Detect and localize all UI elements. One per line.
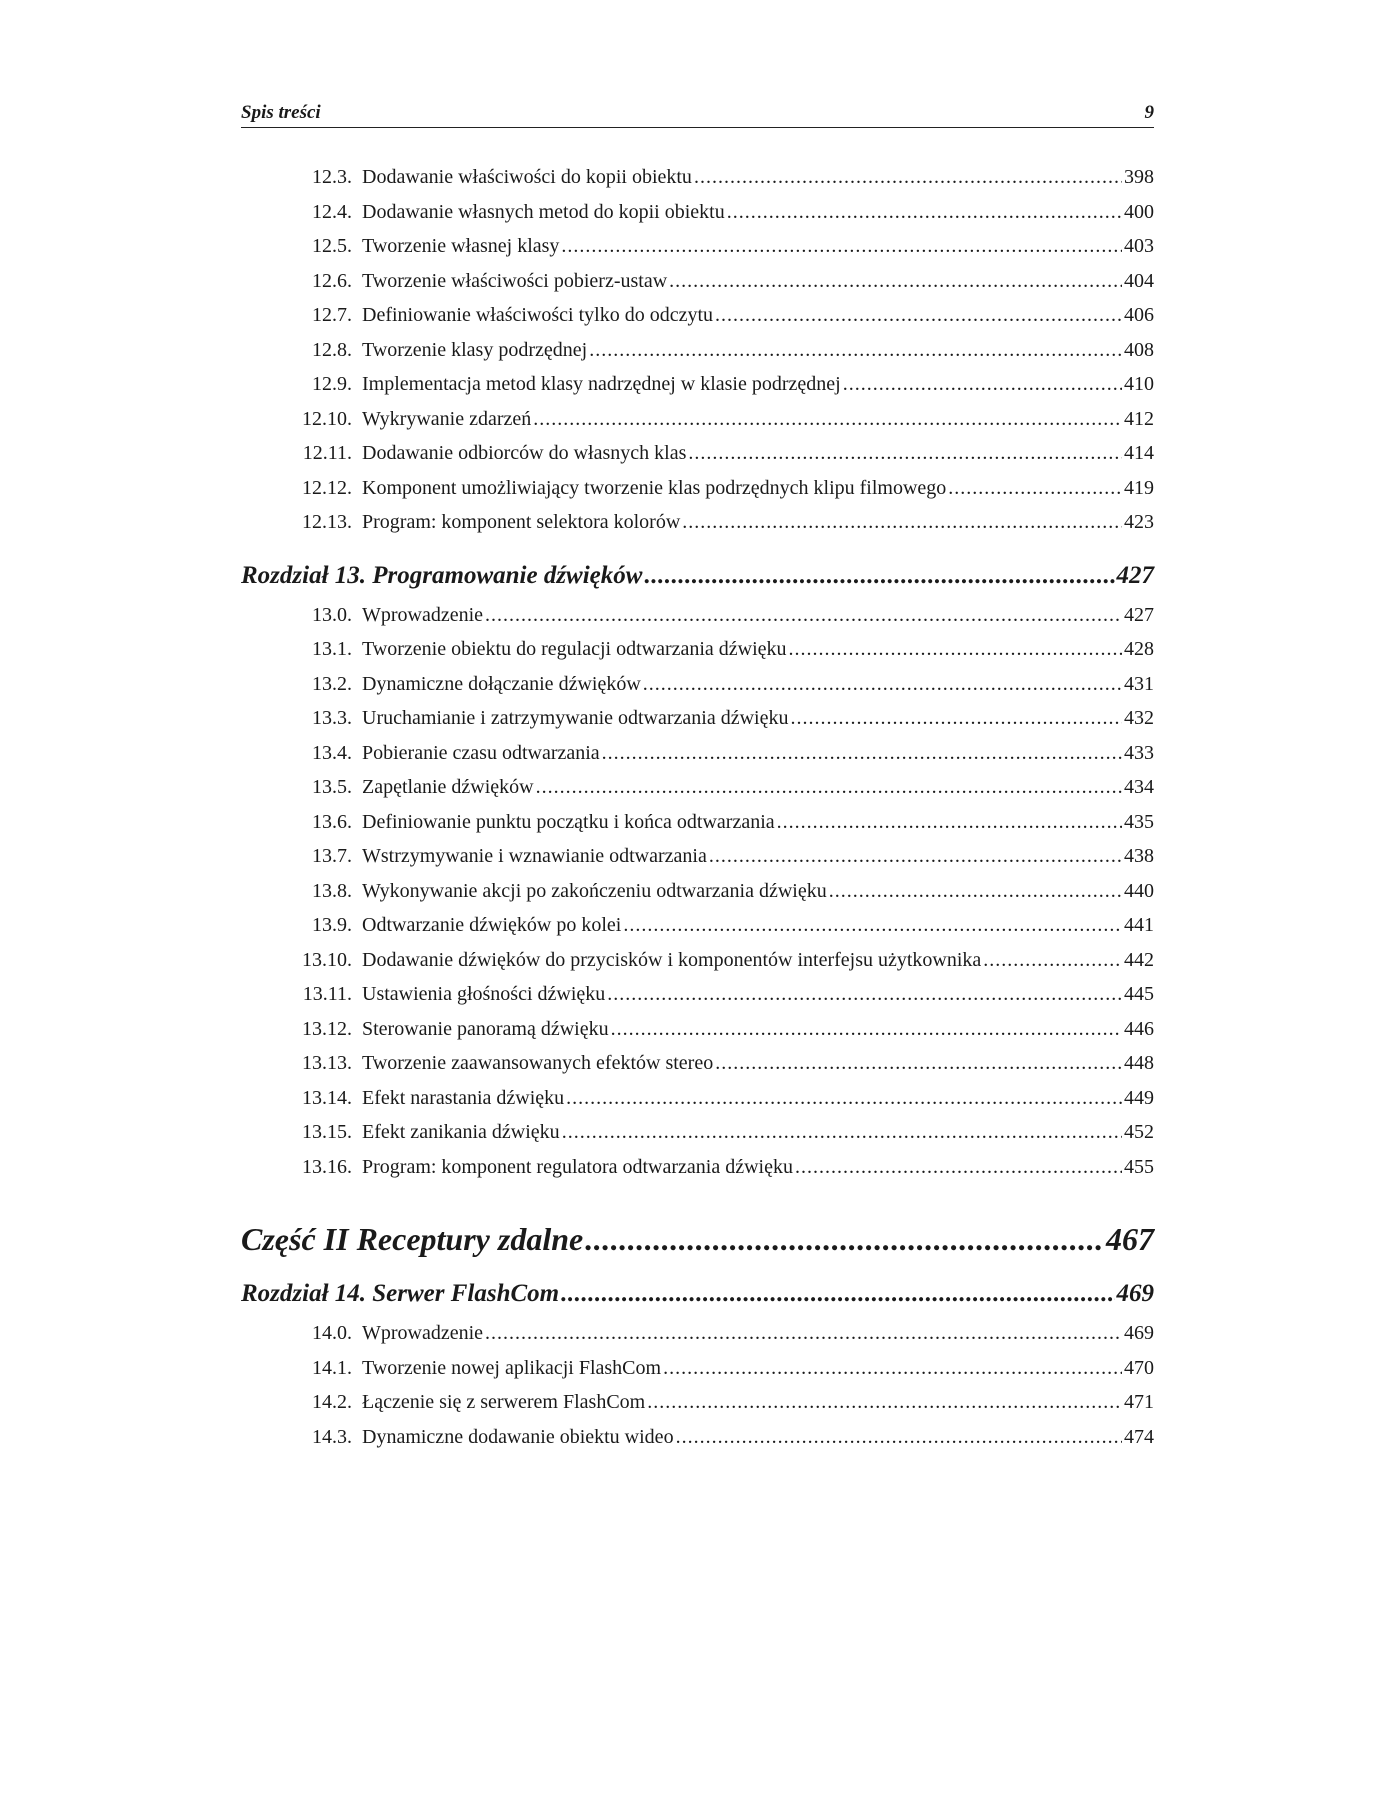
entry-title: Łączenie się z serwerem FlashCom xyxy=(362,1391,646,1413)
entry-number: 12.6. xyxy=(312,269,352,292)
toc-entry xyxy=(241,736,1154,771)
chapter-page-number: 469 xyxy=(1116,1280,1154,1307)
entry-title: Tworzenie właściwości pobierz-ustaw xyxy=(362,269,668,292)
toc-entry xyxy=(241,1115,1154,1150)
table-of-contents xyxy=(241,160,1154,1454)
toc-entry xyxy=(241,505,1154,540)
entry-page-number: 446 xyxy=(1124,1017,1154,1040)
dot-leader xyxy=(682,505,1122,540)
dot-leader xyxy=(644,554,1114,598)
entry-page-number: 403 xyxy=(1124,235,1154,257)
toc-entry xyxy=(241,298,1154,333)
entry-title: Program: komponent selektora kolorów xyxy=(362,511,681,533)
entry-title: Wykonywanie akcji po zakończeniu odtwarzania dźwięku xyxy=(362,879,827,902)
entry-page-number: 474 xyxy=(1124,1425,1154,1448)
entry-title: Dodawanie własnych metod do kopii obiektu xyxy=(362,200,725,223)
dot-leader xyxy=(566,1081,1122,1116)
entry-title: Efekt narastania dźwięku xyxy=(362,1086,565,1109)
dot-leader xyxy=(561,1272,1114,1316)
chapter-13-heading xyxy=(241,554,1154,598)
entry-number: 13.9. xyxy=(312,914,352,936)
entry-page-number: 469 xyxy=(1124,1322,1154,1344)
dot-leader xyxy=(843,367,1122,402)
entry-page-number: 408 xyxy=(1124,338,1154,361)
dot-leader xyxy=(983,943,1122,978)
dot-leader xyxy=(589,333,1122,368)
toc-page xyxy=(241,96,1154,1454)
chapter-title: Rozdział 13. Programowanie dźwięków xyxy=(241,561,643,589)
dot-leader xyxy=(623,908,1122,943)
toc-entry xyxy=(241,977,1154,1012)
part-page-number: 467 xyxy=(1106,1221,1154,1257)
dot-leader xyxy=(669,264,1122,299)
entry-page-number: 427 xyxy=(1124,603,1154,626)
entry-title: Dynamiczne dołączanie dźwięków xyxy=(362,672,641,695)
toc-entry xyxy=(241,1420,1154,1455)
entry-number: 12.5. xyxy=(312,235,352,257)
entry-title: Implementacja metod klasy nadrzędnej w klasie podrzędnej xyxy=(362,373,841,395)
entry-page-number: 440 xyxy=(1124,879,1154,902)
running-head-title: Spis treści xyxy=(241,102,321,123)
entry-title: Definiowanie właściwości tylko do odczytu xyxy=(362,304,714,326)
entry-title: Komponent umożliwiający tworzenie klas podrzędnych klipu filmowego xyxy=(362,476,947,499)
entry-page-number: 414 xyxy=(1124,442,1154,464)
entry-number: 12.4. xyxy=(312,200,352,223)
dot-leader xyxy=(694,160,1122,195)
toc-entry xyxy=(241,1046,1154,1081)
entry-page-number: 452 xyxy=(1124,1121,1154,1143)
dot-leader xyxy=(533,402,1122,437)
dot-leader xyxy=(727,195,1122,230)
toc-entry xyxy=(241,1385,1154,1420)
entry-number: 12.13. xyxy=(302,511,352,533)
entry-number: 12.7. xyxy=(312,304,352,326)
dot-leader xyxy=(485,1316,1122,1351)
entry-number: 13.7. xyxy=(312,845,352,867)
entry-page-number: 404 xyxy=(1124,269,1154,292)
toc-entry xyxy=(241,908,1154,943)
dot-leader xyxy=(715,298,1122,333)
dot-leader xyxy=(676,1420,1122,1455)
entry-title: Tworzenie klasy podrzędnej xyxy=(362,338,588,361)
entry-title: Wstrzymywanie i wznawianie odtwarzania xyxy=(362,845,707,867)
entry-title: Zapętlanie dźwięków xyxy=(362,776,534,798)
entry-page-number: 455 xyxy=(1124,1155,1154,1178)
chapter-page-number: 427 xyxy=(1116,561,1154,589)
entry-number: 13.16. xyxy=(302,1155,352,1178)
entry-number: 13.15. xyxy=(302,1121,352,1143)
entry-title: Program: komponent regulatora odtwarzania dźwięku xyxy=(362,1155,793,1178)
toc-entry xyxy=(241,1081,1154,1116)
toc-entry xyxy=(241,598,1154,633)
toc-entry xyxy=(241,839,1154,874)
dot-leader xyxy=(643,667,1122,702)
entry-number: 13.10. xyxy=(302,948,352,971)
entry-number: 13.11. xyxy=(302,983,352,1005)
entry-number: 12.11. xyxy=(302,442,352,464)
part-2-heading xyxy=(241,1210,1154,1268)
toc-entry xyxy=(241,195,1154,230)
toc-entry xyxy=(241,229,1154,264)
entry-title: Tworzenie obiektu do regulacji odtwarzania dźwięku xyxy=(362,638,787,660)
dot-leader xyxy=(562,1115,1122,1150)
entry-number: 12.8. xyxy=(312,338,352,361)
dot-leader xyxy=(585,1210,1104,1268)
toc-entry xyxy=(241,264,1154,299)
dot-leader xyxy=(647,1385,1122,1420)
entry-number: 13.5. xyxy=(312,776,352,798)
entry-page-number: 471 xyxy=(1124,1391,1154,1413)
dot-leader xyxy=(790,701,1122,736)
entry-page-number: 470 xyxy=(1124,1356,1154,1379)
entry-title: Tworzenie własnej klasy xyxy=(362,235,560,257)
dot-leader xyxy=(789,632,1122,667)
entry-title: Ustawienia głośności dźwięku xyxy=(362,983,606,1005)
entry-page-number: 400 xyxy=(1124,200,1154,223)
entry-number: 14.3. xyxy=(312,1425,352,1448)
entry-number: 12.9. xyxy=(312,373,352,395)
entry-number: 13.14. xyxy=(302,1086,352,1109)
dot-leader xyxy=(795,1150,1122,1185)
entry-number: 12.12. xyxy=(302,476,352,499)
toc-entry xyxy=(241,667,1154,702)
toc-entry xyxy=(241,701,1154,736)
toc-entry xyxy=(241,1316,1154,1351)
entry-page-number: 448 xyxy=(1124,1052,1154,1074)
entry-title: Pobieranie czasu odtwarzania xyxy=(362,741,600,764)
entry-title: Definiowanie punktu początku i końca odtwarzania xyxy=(362,810,775,833)
entry-number: 13.1. xyxy=(312,638,352,660)
entry-page-number: 412 xyxy=(1124,407,1154,430)
dot-leader xyxy=(607,977,1122,1012)
entry-page-number: 445 xyxy=(1124,983,1154,1005)
toc-entry xyxy=(241,770,1154,805)
entry-number: 14.1. xyxy=(312,1356,352,1379)
entry-page-number: 441 xyxy=(1124,914,1154,936)
entry-number: 13.6. xyxy=(312,810,352,833)
toc-entry xyxy=(241,1150,1154,1185)
entry-title: Tworzenie nowej aplikacji FlashCom xyxy=(362,1356,662,1379)
entry-number: 14.2. xyxy=(312,1391,352,1413)
entry-page-number: 410 xyxy=(1124,373,1154,395)
entry-title: Wprowadzenie xyxy=(362,603,484,626)
toc-entry xyxy=(241,874,1154,909)
entry-number: 12.3. xyxy=(312,166,352,188)
dot-leader xyxy=(663,1351,1122,1386)
entry-page-number: 435 xyxy=(1124,810,1154,833)
part-title: Część II Receptury zdalne xyxy=(241,1221,584,1257)
dot-leader xyxy=(709,839,1122,874)
entry-number: 13.0. xyxy=(312,603,352,626)
entry-page-number: 428 xyxy=(1124,638,1154,660)
toc-entry xyxy=(241,632,1154,667)
dot-leader xyxy=(602,736,1122,771)
dot-leader xyxy=(688,436,1122,471)
toc-entry xyxy=(241,1351,1154,1386)
entry-page-number: 406 xyxy=(1124,304,1154,326)
dot-leader xyxy=(561,229,1122,264)
chapter-title: Rozdział 14. Serwer FlashCom xyxy=(241,1280,560,1307)
entry-number: 13.12. xyxy=(302,1017,352,1040)
entry-page-number: 431 xyxy=(1124,672,1154,695)
toc-entry xyxy=(241,805,1154,840)
entry-page-number: 432 xyxy=(1124,707,1154,729)
entry-number: 13.2. xyxy=(312,672,352,695)
entry-page-number: 438 xyxy=(1124,845,1154,867)
toc-entry xyxy=(241,943,1154,978)
toc-entry xyxy=(241,1012,1154,1047)
entry-page-number: 442 xyxy=(1124,948,1154,971)
entry-number: 13.3. xyxy=(312,707,352,729)
toc-entry xyxy=(241,333,1154,368)
chapter-14-heading xyxy=(241,1272,1154,1316)
dot-leader xyxy=(948,471,1122,506)
toc-entry xyxy=(241,436,1154,471)
entry-page-number: 434 xyxy=(1124,776,1154,798)
entry-number: 13.8. xyxy=(312,879,352,902)
dot-leader xyxy=(536,770,1122,805)
entry-number: 13.13. xyxy=(302,1052,352,1074)
section-13-entries xyxy=(241,598,1154,1185)
entry-title: Dodawanie odbiorców do własnych klas xyxy=(362,442,687,464)
running-head-page-number: 9 xyxy=(1144,102,1154,123)
dot-leader xyxy=(715,1046,1122,1081)
entry-number: 12.10. xyxy=(302,407,352,430)
entry-number: 13.4. xyxy=(312,741,352,764)
section-12-entries xyxy=(241,160,1154,540)
section-14-entries xyxy=(241,1316,1154,1454)
entry-page-number: 423 xyxy=(1124,511,1154,533)
dot-leader xyxy=(777,805,1122,840)
entry-title: Tworzenie zaawansowanych efektów stereo xyxy=(362,1052,714,1074)
entry-page-number: 449 xyxy=(1124,1086,1154,1109)
dot-leader xyxy=(611,1012,1122,1047)
toc-entry xyxy=(241,402,1154,437)
entry-title: Dodawanie dźwięków do przycisków i komponentów interfejsu użytkownika xyxy=(362,948,982,971)
entry-title: Dodawanie właściwości do kopii obiektu xyxy=(362,166,692,188)
dot-leader xyxy=(485,598,1122,633)
entry-title: Wprowadzenie xyxy=(362,1322,484,1344)
entry-title: Uruchamianie i zatrzymywanie odtwarzania dźwięku xyxy=(362,707,789,729)
toc-entry xyxy=(241,367,1154,402)
toc-entry xyxy=(241,160,1154,195)
entry-title: Dynamiczne dodawanie obiektu wideo xyxy=(362,1425,674,1448)
entry-title: Wykrywanie zdarzeń xyxy=(362,407,532,430)
entry-title: Sterowanie panoramą dźwięku xyxy=(362,1017,609,1040)
entry-title: Odtwarzanie dźwięków po kolei xyxy=(362,914,622,936)
entry-number: 14.0. xyxy=(312,1322,352,1344)
entry-page-number: 398 xyxy=(1124,166,1154,188)
entry-page-number: 419 xyxy=(1124,476,1154,499)
entry-page-number: 433 xyxy=(1124,741,1154,764)
entry-title: Efekt zanikania dźwięku xyxy=(362,1121,560,1143)
dot-leader xyxy=(829,874,1122,909)
toc-entry xyxy=(241,471,1154,506)
running-head xyxy=(241,96,1154,128)
